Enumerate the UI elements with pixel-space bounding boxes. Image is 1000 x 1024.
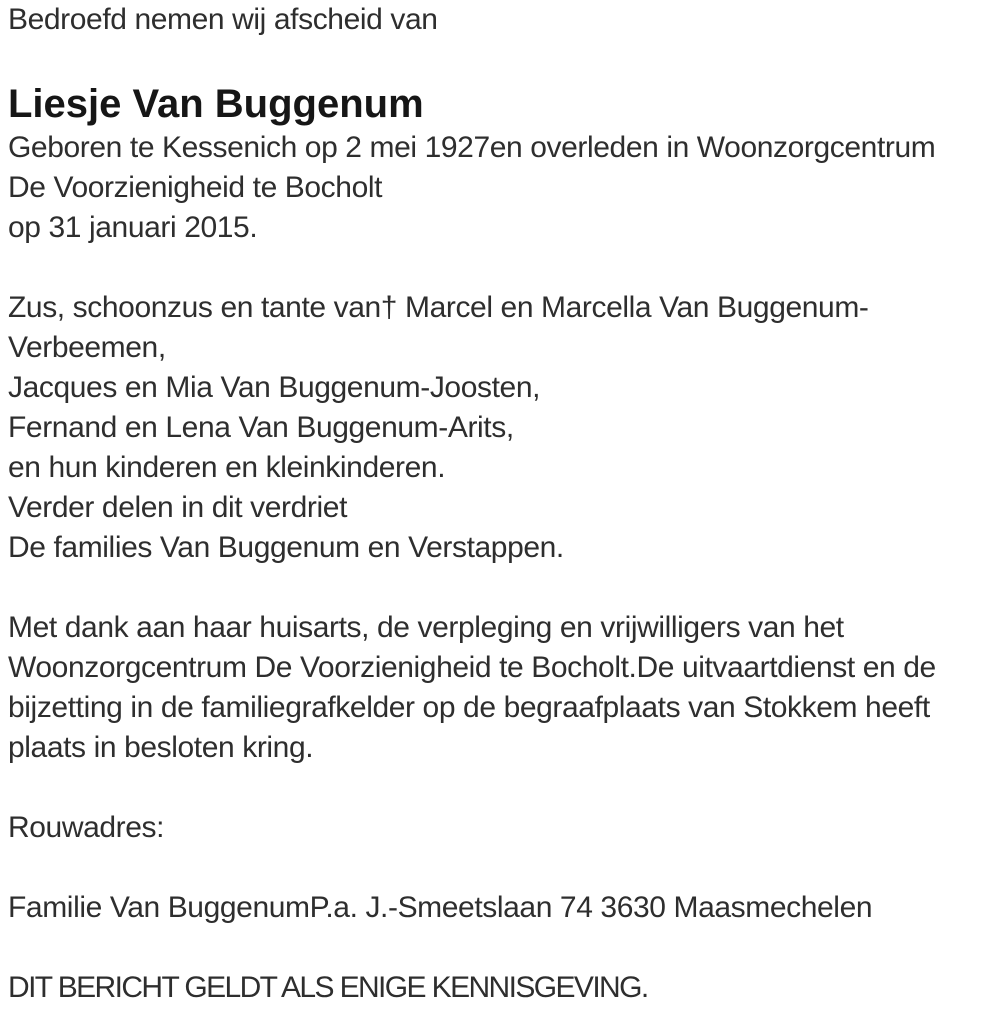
paragraph-spacer (8, 848, 1000, 888)
birth-death-line: Geboren te Kessenich op 2 mei 1927en overleden in Woonzorgcentrum (8, 131, 936, 164)
mourning-address-label: Rouwadres: (8, 811, 165, 844)
deceased-name-title: Liesje Van Buggenum (8, 82, 424, 126)
birth-death-line: op 31 januari 2015. (8, 211, 258, 244)
paragraph-spacer (8, 248, 1000, 288)
paragraph-spacer (8, 768, 1000, 808)
family-line: Verder delen in dit verdriet (8, 491, 348, 524)
mourning-address: Familie Van BuggenumP.a. J.-Smeetslaan 74 3630 Maasmechelen (8, 891, 873, 924)
paragraph-spacer (8, 928, 1000, 968)
closing-notice: DIT BERICHT GELDT ALS ENIGE KENNISGEVING. (8, 971, 648, 1004)
thanks-line: plaats in besloten kring. (8, 731, 314, 764)
thanks-line: Met dank aan haar huisarts, de verpleging en vrijwilligers van het (8, 611, 844, 644)
thanks-line: Woonzorgcentrum De Voorzienigheid te Bocholt.De uitvaartdienst en de (8, 651, 936, 684)
birth-death-paragraph (8, 128, 1000, 248)
family-line: Zus, schoonzus en tante van† Marcel en Marcella Van Buggenum- (8, 291, 869, 324)
paragraph-spacer (8, 40, 1000, 80)
thanks-line: bijzetting in de familiegrafkelder op de begraafplaats van Stokkem heeft (8, 691, 930, 724)
family-line: Verbeemen, (8, 331, 166, 364)
intro-line: Bedroefd nemen wij afscheid van (8, 3, 438, 36)
paragraph-spacer (8, 568, 1000, 608)
thanks-paragraph (8, 608, 1000, 768)
family-line: De families Van Buggenum en Verstappen. (8, 531, 564, 564)
birth-death-line: De Voorzienigheid te Bocholt (8, 171, 383, 204)
family-paragraph (8, 288, 1000, 568)
family-line: Fernand en Lena Van Buggenum-Arits, (8, 411, 514, 444)
family-line: Jacques en Mia Van Buggenum-Joosten, (8, 371, 541, 404)
family-line: en hun kinderen en kleinkinderen. (8, 451, 446, 484)
